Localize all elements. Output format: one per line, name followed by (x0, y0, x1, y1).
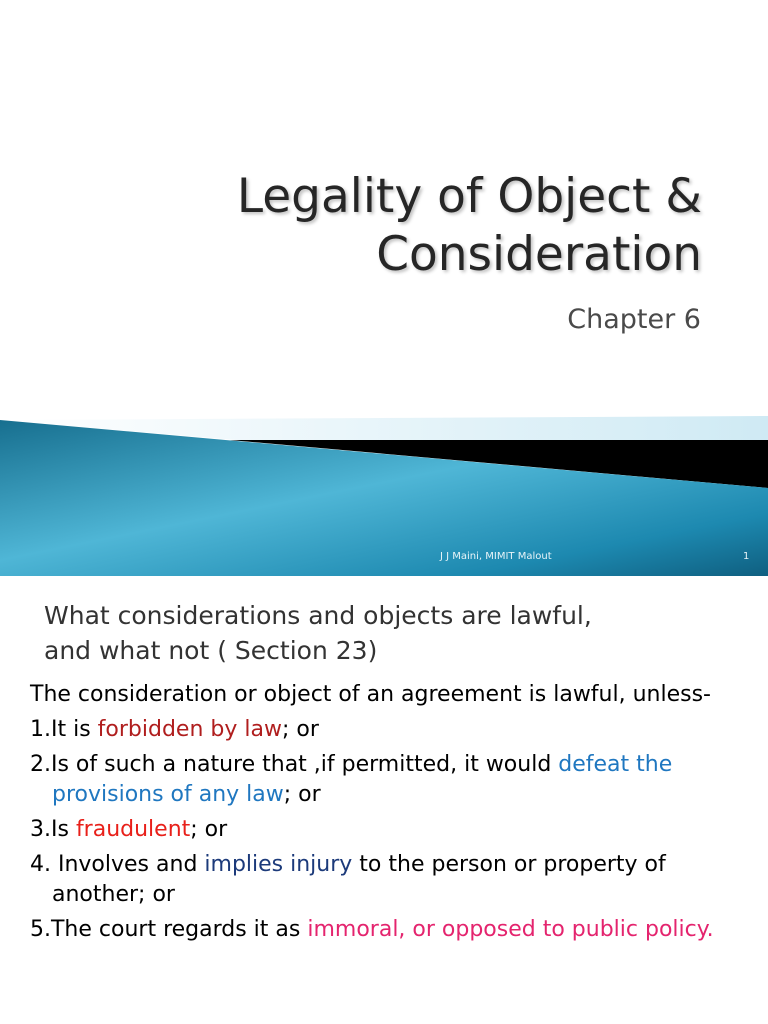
title-line-1: Legality of Object & (236, 169, 702, 224)
page-number: 1 (743, 551, 750, 562)
slide-title (102, 168, 702, 284)
slide-subtitle: Chapter 6 (567, 304, 701, 335)
slide-footer: J J Maini, MIMIT Malout (440, 551, 552, 562)
list-item (30, 815, 760, 845)
item-text-end: to the person or property of another; or (52, 852, 666, 907)
title-line-2: Consideration (376, 227, 702, 282)
item-emphasis: defeat the provisions of any law (52, 752, 673, 807)
item-text: 4. Involves and (30, 852, 205, 877)
item-emphasis: forbidden by law (97, 717, 282, 742)
intro-paragraph: The consideration or object of an agreement is lawful, unless- (30, 682, 711, 707)
content-slide (0, 576, 768, 1024)
item-text-end: ; or (281, 717, 319, 742)
item-text: 3.Is (30, 817, 76, 842)
item-text: 1.It is (30, 717, 98, 742)
body-text (30, 680, 760, 950)
decorative-band (0, 400, 768, 576)
heading-line-2: and what not ( Section 23) (44, 636, 378, 665)
item-text: 2.Is of such a nature that ,if permitted, it would (30, 752, 559, 777)
item-text-end: ; or (190, 817, 228, 842)
item-emphasis: implies injury (204, 852, 353, 877)
list-item (30, 715, 760, 745)
slide-heading (44, 598, 744, 668)
list-item (30, 850, 760, 910)
list-item (30, 750, 760, 810)
item-text: 5.The court regards it as (30, 917, 308, 942)
item-text-end: ; or (283, 782, 321, 807)
item-emphasis: immoral, or opposed to public policy. (307, 917, 714, 942)
heading-line-1: What considerations and objects are lawful, (44, 601, 592, 630)
item-emphasis: fraudulent (75, 817, 191, 842)
list-item (30, 915, 760, 945)
